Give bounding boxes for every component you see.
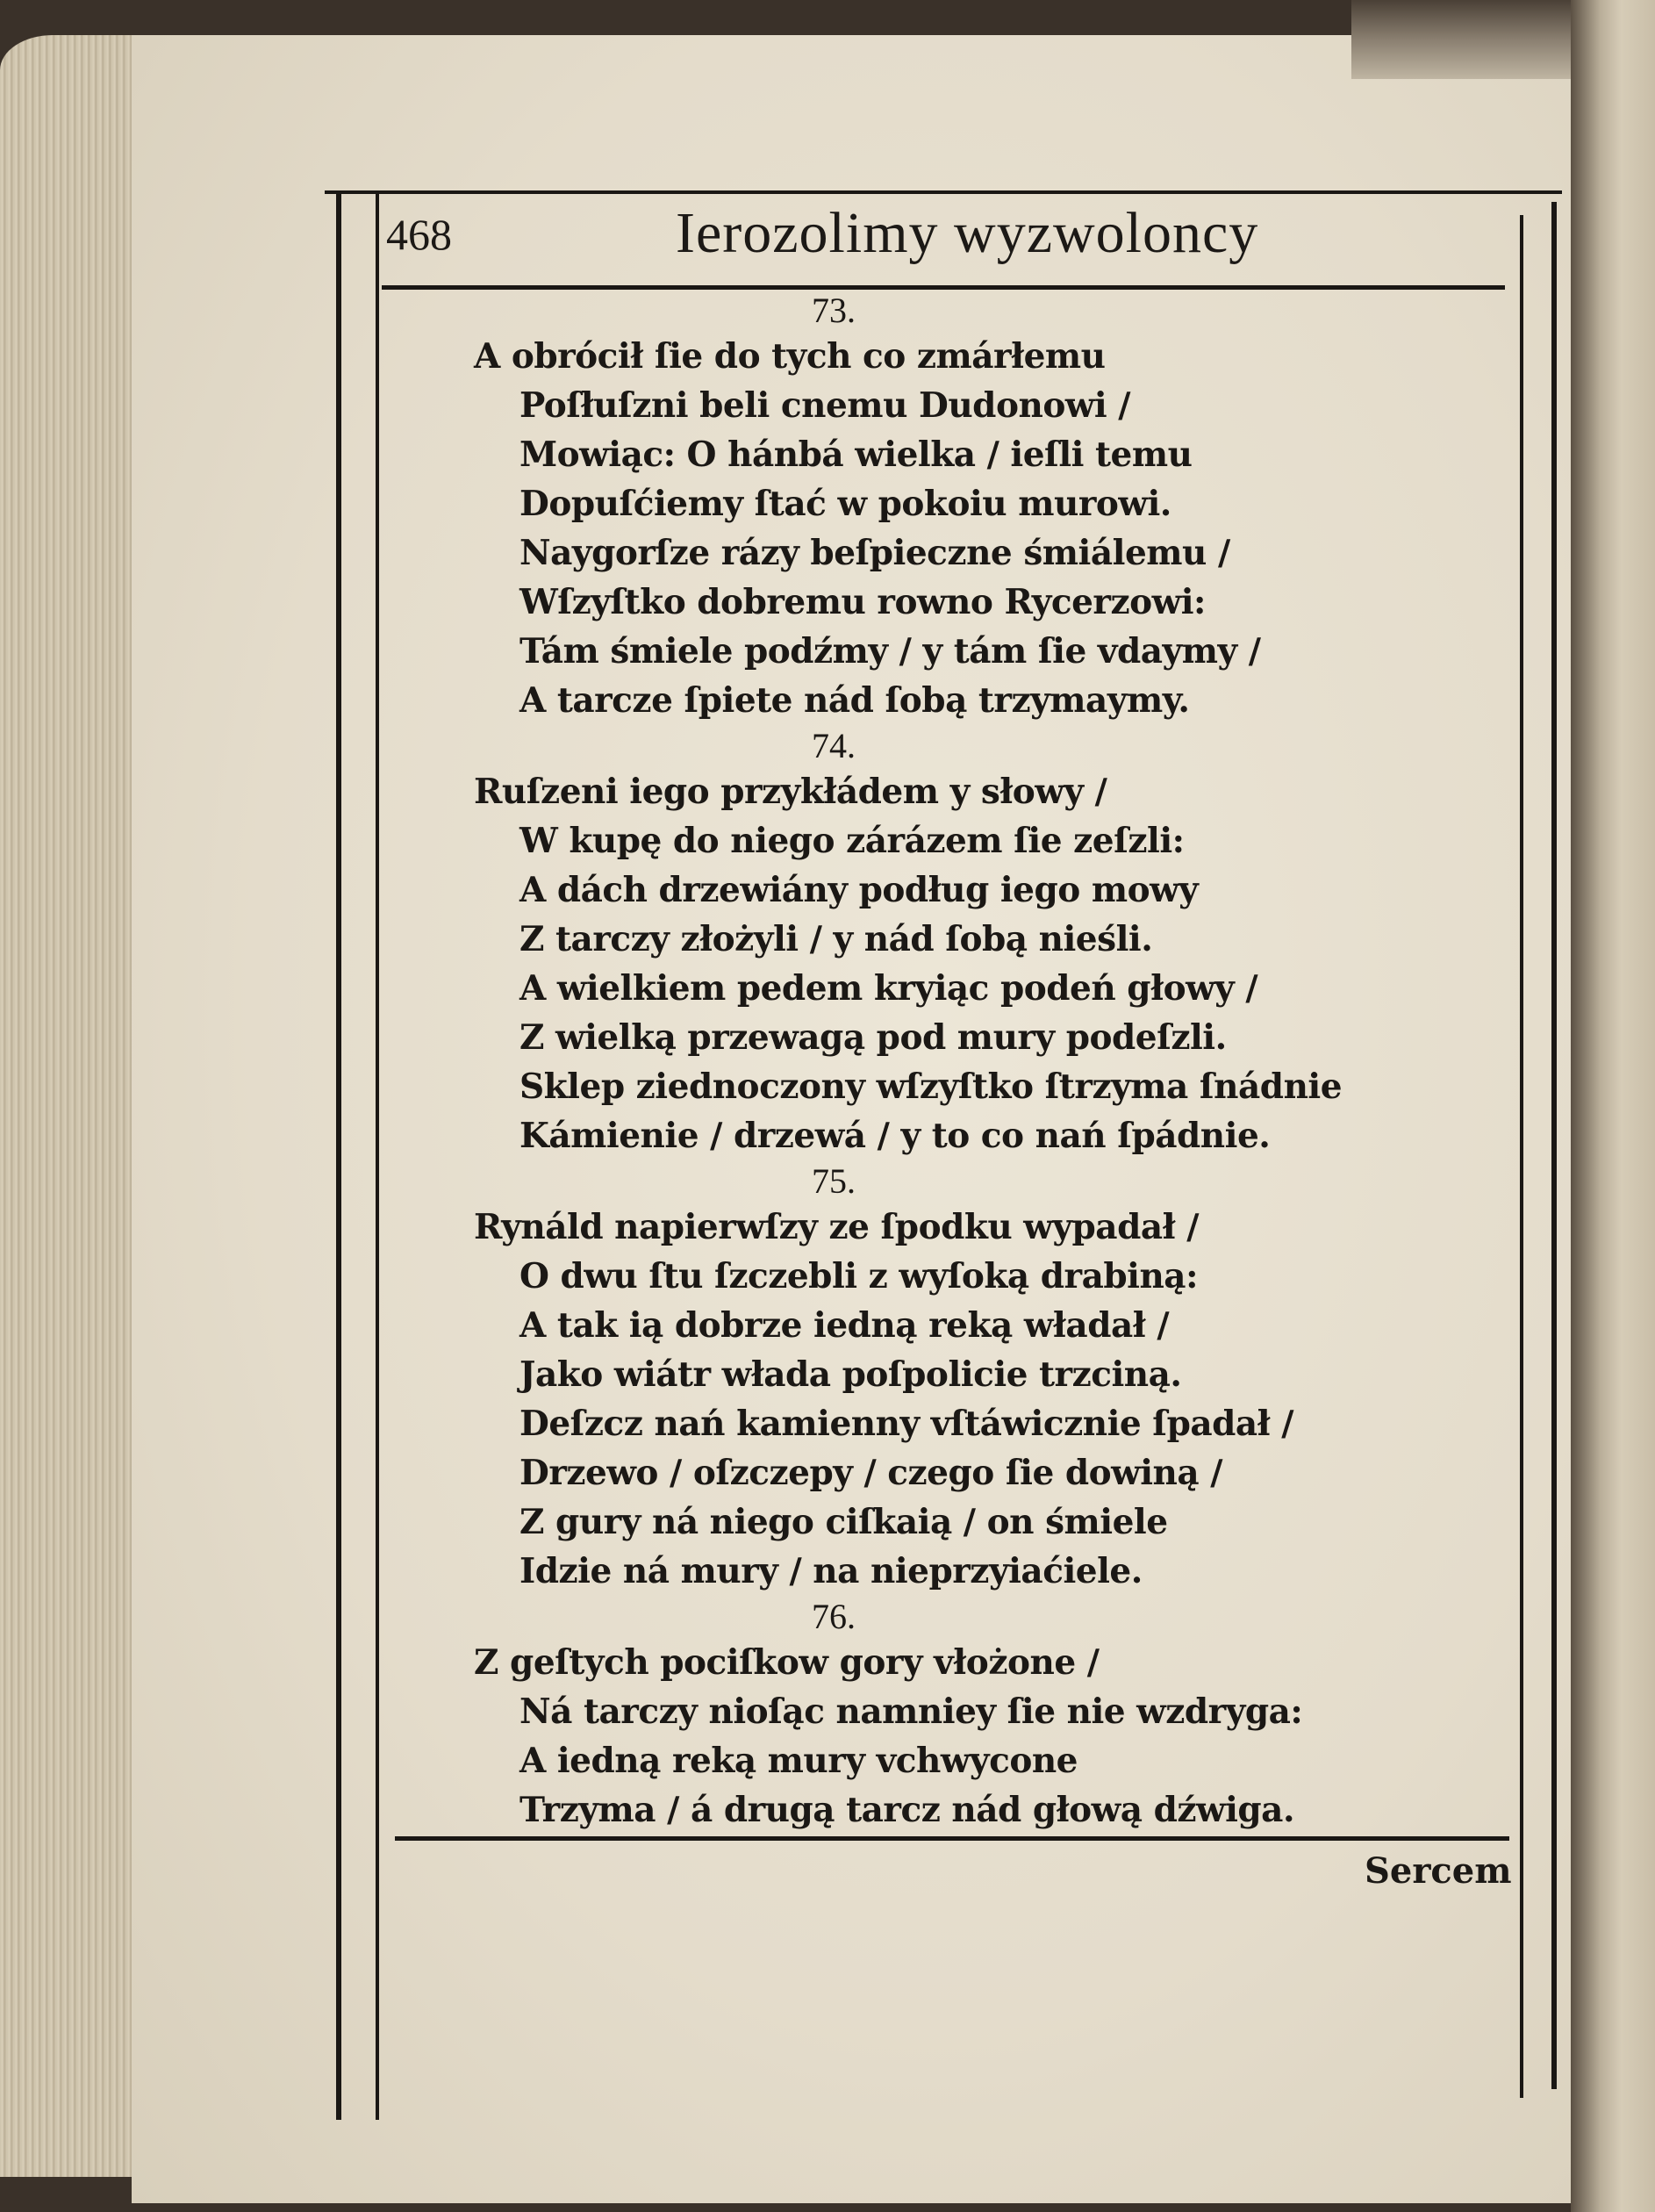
- stanza-number: 73.: [812, 291, 856, 330]
- stanza-number: 75.: [812, 1161, 856, 1201]
- verse-line: A iedną reką mury vchwycone: [519, 1741, 1078, 1781]
- running-head: Ierozolimy wyzwolоncy: [676, 201, 1259, 265]
- verse-line: O dwu ſtu ſzczebli z wyſoką drabiną:: [519, 1256, 1198, 1296]
- verse-line: Naygorſze rázy beſpieczne śmiálemu /: [519, 533, 1230, 573]
- stanza-number: 74.: [812, 726, 856, 765]
- page-number: 468: [386, 210, 452, 259]
- verse-line: Tám śmiele podźmy / y tám ſie vdaymy /: [519, 631, 1261, 672]
- verse-line: A wielkiem pedem kryiąc podeń głowy /: [519, 968, 1258, 1009]
- footer-rule: [395, 1836, 1509, 1841]
- book-gutter: [1571, 0, 1655, 2212]
- verse-line: Dopuſćiemy ſtać w pokoiu murowi.: [519, 484, 1171, 524]
- frame-left-outer-rule: [336, 193, 341, 2120]
- stanza-73: [474, 290, 1527, 725]
- verse-line: Kámienie / drzewá / y to co nań ſpádnie.: [519, 1116, 1271, 1156]
- page-edges-left: [0, 35, 154, 2177]
- verse-line: W kupę do niego zárázem ſie zeſzli:: [519, 821, 1185, 861]
- verse-line: Z gury ná niego ciſkaią / on śmiele: [519, 1502, 1168, 1542]
- verse-line: Z wielką przewagą pod mury podeſzli.: [519, 1017, 1227, 1058]
- catchword: Sercem: [1365, 1850, 1512, 1892]
- verse-line: Trzyma / á drugą tarcz nád głową dźwiga.: [519, 1790, 1295, 1830]
- verse-line: Wſzyſtko dobremu rowno Rycerzowi:: [519, 582, 1206, 622]
- verse-line: Sklep ziednoczony wſzyſtko ſtrzyma ſnádnie: [519, 1066, 1343, 1107]
- frame-right-outer-rule: [1551, 202, 1557, 2089]
- verse-line: Poſłuſzni beli cnemu Dudonowi /: [519, 385, 1131, 426]
- verse-line: Z tarczy złożyli / y nád ſobą nieśli.: [519, 919, 1153, 959]
- verse-line: A obrócił ſie do tych co zmárłemu: [474, 336, 1106, 377]
- verse-line: Rynáld napierwſzy ze ſpodku wypadał /: [474, 1207, 1199, 1247]
- page-header: [386, 200, 1492, 279]
- verse-line: Mowiąc: O hánbá wielka / ieſli temu: [519, 434, 1193, 475]
- verse-line: Idzie ná mury / na nieprzyiaćiele.: [519, 1551, 1143, 1591]
- verse-line: Ruſzeni iego przykłádem y słowy /: [474, 772, 1107, 812]
- verse-line: Drzewo / oſzczepy / czego ſie dowiną /: [519, 1453, 1222, 1493]
- verse-line: Ná tarczy nioſąc namniey ſie nie wzdryga:: [519, 1691, 1303, 1732]
- verse-line: Deſzcz nań kamienny vſtáwicznie ſpadał /: [519, 1404, 1293, 1444]
- verse-line: A dách drzewiány podług iego mowy: [519, 870, 1199, 910]
- verse-line: A tarcze ſpiete nád ſobą trzymaymy.: [519, 680, 1190, 721]
- verse-line: Z geſtych pociſkow gory vłożone /: [474, 1642, 1100, 1683]
- poem-text: [474, 290, 1527, 1835]
- frame-left-inner-rule: [376, 193, 379, 2120]
- stanza-76: [474, 1596, 1527, 1835]
- stanza-74: [474, 725, 1527, 1160]
- stanza-75: [474, 1160, 1527, 1596]
- frame-top-rule: [325, 190, 1562, 194]
- verse-line: Jako wiátr włada poſpolicie trzciną.: [519, 1354, 1182, 1395]
- verse-line: A tak ią dobrze iedną reką władał /: [519, 1305, 1170, 1346]
- stanza-number: 76.: [812, 1597, 856, 1636]
